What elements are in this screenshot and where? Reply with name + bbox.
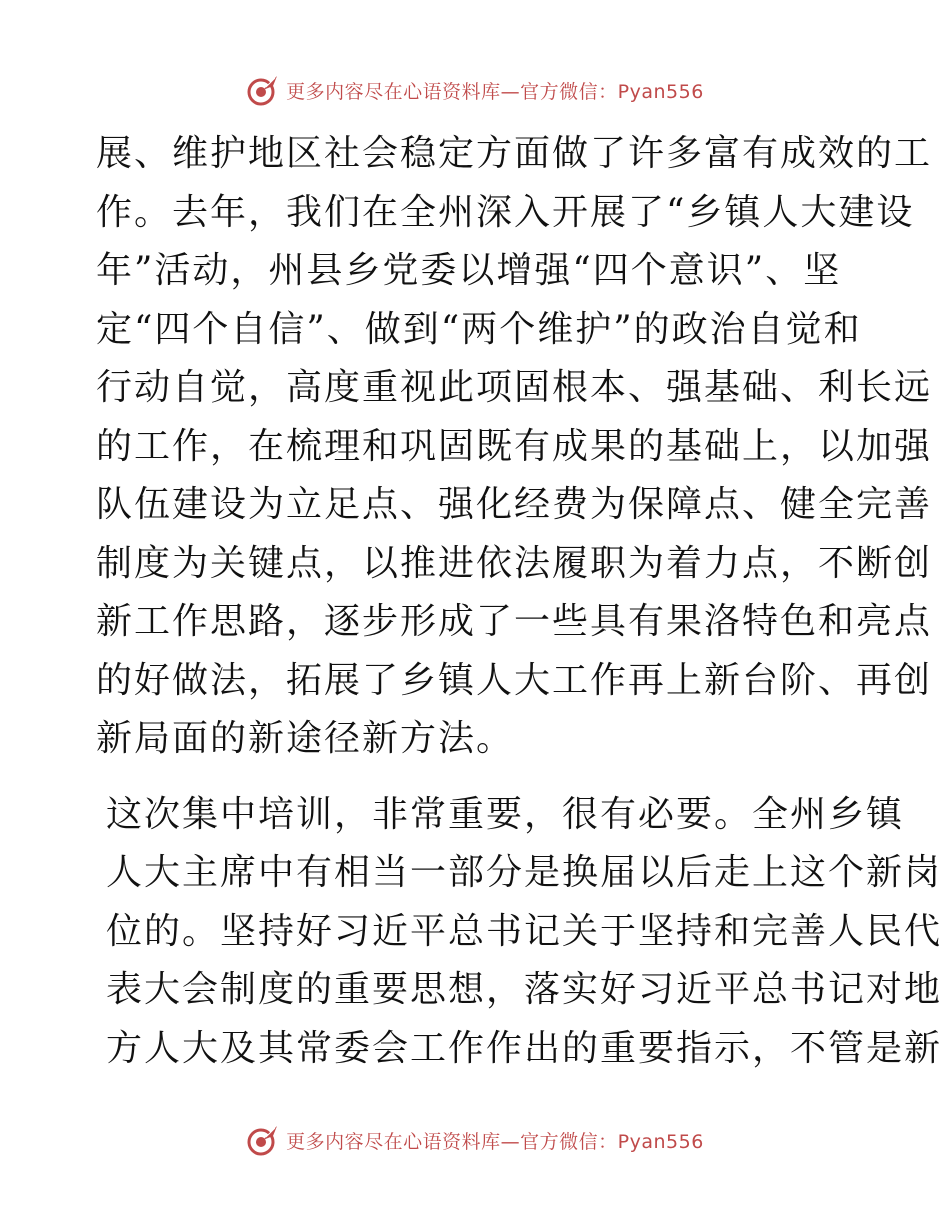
header-banner-text: 更多内容尽在心语资料库—官方微信：Pyan556 bbox=[286, 80, 704, 103]
text-line: 新局面的新途径新方法。 bbox=[96, 718, 515, 759]
text-line: 人大主席中有相当一部分是换届以后走上这个新岗 bbox=[106, 852, 943, 893]
header-banner bbox=[0, 70, 950, 110]
text-line: 新工作思路，逐步形成了一些具有果洛特色和亮点 bbox=[96, 601, 933, 642]
text-line: 行动自觉，高度重视此项固根本、强基础、利长远 bbox=[96, 367, 933, 408]
text-line: 队伍建设为立足点、强化经费为保障点、健全完善 bbox=[96, 484, 933, 525]
text-line: 年”活动，州县乡党委以增强“四个意识”、坚 bbox=[96, 250, 842, 291]
paragraph-1 bbox=[96, 125, 933, 769]
paragraph-2 bbox=[96, 786, 943, 1079]
text-line: 的工作，在梳理和巩固既有成果的基础上，以加强 bbox=[96, 425, 933, 467]
footer-banner-text: 更多内容尽在心语资料库—官方微信：Pyan556 bbox=[286, 1130, 704, 1153]
text-line: 这次集中培训，非常重要，很有必要。全州乡镇 bbox=[106, 793, 905, 835]
text-line: 作。去年，我们在全州深入开展了“乡镇人大建设 bbox=[96, 191, 915, 233]
feather-pen-logo-icon bbox=[246, 73, 280, 107]
footer-banner bbox=[0, 1120, 950, 1160]
text-line: 位的。坚持好习近平总书记关于坚持和完善人民代 bbox=[106, 910, 943, 952]
text-line: 方人大及其常委会工作作出的重要指示，不管是新 bbox=[106, 1027, 943, 1069]
text-line: 定“四个自信”、做到“两个维护”的政治自觉和 bbox=[96, 308, 862, 350]
text-line: 表大会制度的重要思想，落实好习近平总书记对地 bbox=[106, 969, 943, 1010]
text-line: 展、维护地区社会稳定方面做了许多富有成效的工 bbox=[96, 133, 933, 174]
text-line: 的好做法，拓展了乡镇人大工作再上新台阶、再创 bbox=[96, 659, 933, 701]
text-line: 制度为关键点，以推进依法履职为着力点，不断创 bbox=[96, 542, 933, 584]
feather-pen-logo-icon bbox=[246, 1123, 280, 1157]
document-body bbox=[96, 125, 943, 1078]
